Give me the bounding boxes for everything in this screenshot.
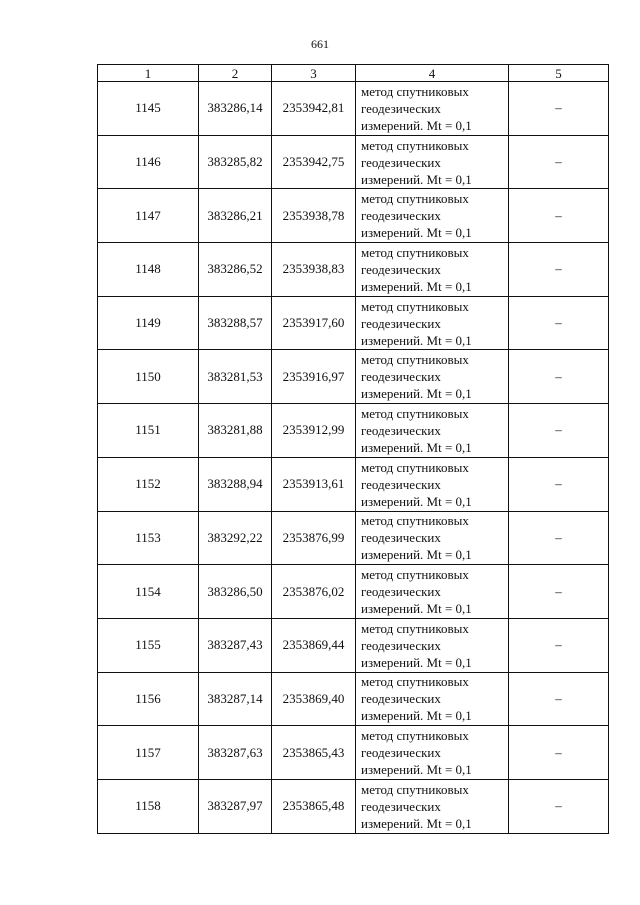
x-coordinate-cell: 383281,88 [199,404,272,458]
point-number-cell: 1151 [98,404,199,458]
table-row [98,350,609,404]
table-row [98,457,609,511]
table-row [98,618,609,672]
method-line: геодезических [361,100,441,116]
y-coordinate-cell: 2353938,83 [272,243,356,297]
note-cell: – [509,457,609,511]
point-number-cell: 1152 [98,457,199,511]
note-cell: – [509,672,609,726]
table-body [98,82,609,834]
x-coordinate-cell: 383288,57 [199,296,272,350]
note-cell: – [509,404,609,458]
x-coordinate-cell: 383287,63 [199,726,272,780]
point-number-cell: 1149 [98,296,199,350]
method-line: метод спутниковых [361,567,469,583]
column-header-1: 1 [98,65,199,82]
table-row [98,672,609,726]
method-cell [356,350,509,404]
method-line: метод спутниковых [361,298,469,314]
column-header-2: 2 [199,65,272,82]
method-line: геодезических [361,530,441,546]
table-row [98,296,609,350]
note-cell: – [509,779,609,833]
note-cell: – [509,618,609,672]
method-line: метод спутниковых [361,352,469,368]
point-number-cell: 1150 [98,350,199,404]
method-line: измерений. Mt = 0,1 [361,547,472,563]
point-number-cell: 1154 [98,565,199,619]
point-number-cell: 1158 [98,779,199,833]
method-line: геодезических [361,584,441,600]
point-number-cell: 1148 [98,243,199,297]
table-row [98,511,609,565]
note-cell: – [509,350,609,404]
method-line: измерений. Mt = 0,1 [361,117,472,133]
header-row [98,65,609,82]
note-cell: – [509,82,609,136]
y-coordinate-cell: 2353869,44 [272,618,356,672]
method-line: метод спутниковых [361,191,469,207]
x-coordinate-cell: 383287,43 [199,618,272,672]
method-line: измерений. Mt = 0,1 [361,439,472,455]
method-line: измерений. Mt = 0,1 [361,815,472,831]
table-header [98,65,609,82]
point-number-cell: 1145 [98,82,199,136]
x-coordinate-cell: 383285,82 [199,135,272,189]
method-cell [356,243,509,297]
column-header-4: 4 [356,65,509,82]
table-row [98,189,609,243]
column-header-3: 3 [272,65,356,82]
method-line: метод спутниковых [361,137,469,153]
method-line: измерений. Mt = 0,1 [361,493,472,509]
table-row [98,243,609,297]
method-cell [356,565,509,619]
method-line: метод спутниковых [361,620,469,636]
method-cell [356,82,509,136]
method-cell [356,779,509,833]
point-number-cell: 1157 [98,726,199,780]
point-number-cell: 1156 [98,672,199,726]
y-coordinate-cell: 2353942,75 [272,135,356,189]
x-coordinate-cell: 383286,52 [199,243,272,297]
method-line: измерений. Mt = 0,1 [361,708,472,724]
method-line: метод спутниковых [361,781,469,797]
method-line: геодезических [361,422,441,438]
point-number-cell: 1155 [98,618,199,672]
x-coordinate-cell: 383286,21 [199,189,272,243]
x-coordinate-cell: 383292,22 [199,511,272,565]
table-row [98,726,609,780]
note-cell: – [509,296,609,350]
method-line: метод спутниковых [361,728,469,744]
method-line: метод спутниковых [361,83,469,99]
table-row [98,779,609,833]
note-cell: – [509,135,609,189]
method-line: метод спутниковых [361,513,469,529]
note-cell: – [509,243,609,297]
y-coordinate-cell: 2353942,81 [272,82,356,136]
method-cell [356,296,509,350]
method-line: геодезических [361,261,441,277]
method-line: метод спутниковых [361,674,469,690]
method-cell [356,135,509,189]
x-coordinate-cell: 383281,53 [199,350,272,404]
note-cell: – [509,511,609,565]
method-line: геодезических [361,154,441,170]
table-row [98,82,609,136]
x-coordinate-cell: 383287,14 [199,672,272,726]
method-cell [356,672,509,726]
table-row [98,404,609,458]
method-cell [356,511,509,565]
x-coordinate-cell: 383287,97 [199,779,272,833]
method-line: измерений. Mt = 0,1 [361,601,472,617]
column-header-5: 5 [509,65,609,82]
y-coordinate-cell: 2353876,99 [272,511,356,565]
method-line: геодезических [361,798,441,814]
method-line: геодезических [361,691,441,707]
point-number-cell: 1146 [98,135,199,189]
method-line: измерений. Mt = 0,1 [361,278,472,294]
note-cell: – [509,189,609,243]
method-line: геодезических [361,637,441,653]
method-line: геодезических [361,315,441,331]
method-cell [356,726,509,780]
method-line: измерений. Mt = 0,1 [361,332,472,348]
coordinates-table [97,64,609,834]
note-cell: – [509,565,609,619]
method-line: измерений. Mt = 0,1 [361,654,472,670]
method-line: геодезических [361,745,441,761]
x-coordinate-cell: 383288,94 [199,457,272,511]
method-cell [356,404,509,458]
method-cell [356,618,509,672]
method-line: геодезических [361,208,441,224]
y-coordinate-cell: 2353913,61 [272,457,356,511]
page-number: 661 [311,37,329,51]
table-row [98,135,609,189]
x-coordinate-cell: 383286,50 [199,565,272,619]
method-line: метод спутниковых [361,459,469,475]
method-cell [356,189,509,243]
method-line: измерений. Mt = 0,1 [361,225,472,241]
method-line: измерений. Mt = 0,1 [361,762,472,778]
method-line: метод спутниковых [361,405,469,421]
y-coordinate-cell: 2353869,40 [272,672,356,726]
table-row [98,565,609,619]
y-coordinate-cell: 2353876,02 [272,565,356,619]
point-number-cell: 1153 [98,511,199,565]
method-line: геодезических [361,369,441,385]
y-coordinate-cell: 2353938,78 [272,189,356,243]
y-coordinate-cell: 2353917,60 [272,296,356,350]
method-line: измерений. Mt = 0,1 [361,386,472,402]
point-number-cell: 1147 [98,189,199,243]
y-coordinate-cell: 2353912,99 [272,404,356,458]
method-line: измерений. Mt = 0,1 [361,171,472,187]
method-line: метод спутниковых [361,244,469,260]
method-line: геодезических [361,476,441,492]
y-coordinate-cell: 2353865,48 [272,779,356,833]
x-coordinate-cell: 383286,14 [199,82,272,136]
note-cell: – [509,726,609,780]
y-coordinate-cell: 2353916,97 [272,350,356,404]
y-coordinate-cell: 2353865,43 [272,726,356,780]
method-cell [356,457,509,511]
